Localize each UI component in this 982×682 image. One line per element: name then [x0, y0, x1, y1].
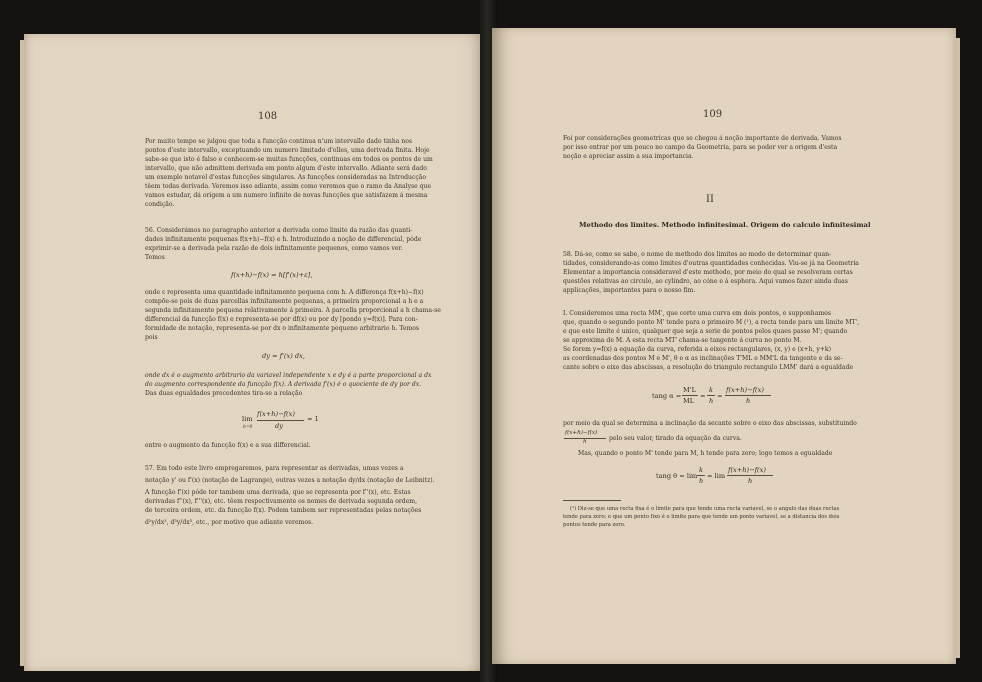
- text-line: 57. Em todo este livro empregaremos, para representar as derivadas, umas vezes a: [145, 465, 404, 472]
- fraction-numerator: k: [709, 386, 713, 394]
- text-line: vamos estudar, dá origem a um numero infinito de novas funcções que satisfazem á mesma: [145, 192, 428, 199]
- text-line: um exemplo notavel d'estas funcções singulares. As funcções consideradas na Introducção: [145, 174, 427, 181]
- text-line: por meio da qual se determina a inclinação da secante sobre o eixo das abscissas, substituindo: [563, 420, 857, 427]
- fraction-bar: [727, 475, 773, 476]
- text-line: as coordenadas dos pontos M e M', θ e α as inclinações T'ML e MM'L da tangente e da se-: [563, 355, 843, 362]
- text-line: tidades, considerando-as como limites d'outras quantidades conhecidas. Viu-se já na Geometria: [563, 260, 859, 267]
- fraction-numerator: k: [699, 466, 703, 474]
- text-line: Mas, quando o ponto M' tende para M, h tende para zero; logo temos a egualdade: [578, 450, 833, 457]
- equals-sign: =: [700, 392, 706, 400]
- inline-fraction-denominator: h: [583, 439, 587, 445]
- text-line: 58. Dá-se, como se sabe, o nome de methodo dos limites ao modo de determinar quan-: [563, 251, 832, 258]
- text-line: d²y/dx², d³y/dx³, etc., por motivo que adiante veremos.: [145, 519, 314, 526]
- footnote-line: (¹) Diz-se que uma recta fixa é o limite para que tende uma recta variavel, se o angulo das duas rectas: [570, 506, 840, 512]
- footnote-line: pontos tende para zero.: [563, 522, 626, 528]
- fraction-denominator: h: [748, 477, 753, 485]
- text-line: que, quando o segundo ponto M' tende para o primeiro M (¹), a recta tende para um limite MT',: [563, 319, 860, 326]
- fraction-bar: [707, 395, 715, 396]
- text-line: Foi por considerações geometricas que se chegou á noção importante de derivada. Vamos: [563, 135, 842, 142]
- text-line: A funcção f'(x) póde ter tambem uma derivada, que se representa por f''(x), etc. Estas: [145, 489, 411, 496]
- text-line: segunda infinitamente pequena relativamente á primeira. A parcella proporcional a h chama-se: [145, 307, 441, 314]
- equation-lhs: tang α =: [652, 392, 682, 400]
- page-number-109: 109: [703, 109, 723, 120]
- text-line: formidade de notação, representa-se por dx o infinitamente pequeno arbitrario h. Temos: [145, 325, 420, 332]
- text-line: pelo seu valor, tirado da equação da curva.: [609, 435, 742, 442]
- fraction-numerator: f(x+h)−f(x): [257, 410, 295, 418]
- limit-operator: lim: [242, 415, 253, 423]
- text-line: pontos d'este intervallo, exceptuando um numero limitado d'elles, uma derivada finita. Hoje: [145, 147, 430, 154]
- equation-dy: dy = f'(x) dx,: [262, 352, 305, 360]
- text-line: e que este limite é unico, qualquer que seja a serie de pontos pelos quaes passe M'; quando: [563, 328, 848, 335]
- fraction-numerator: M'L: [683, 386, 696, 394]
- fraction-bar: [725, 395, 771, 396]
- equation-rhs: = 1: [307, 415, 319, 423]
- text-line: Se forem y=f(x) a equação da curva, referida a eixos rectangulares, (x, y) e (x+h, y+k): [563, 346, 831, 353]
- text-line: Das duas egualdades precedentes tira-se a relação: [145, 390, 303, 397]
- equals-sign: =: [717, 392, 723, 400]
- inline-fraction-numerator: f(x+h)−f(x): [565, 430, 598, 436]
- text-line: notação y' ou f'(x) (notação de Lagrange), outras vezes a notação dy/dx (notação de Leibnitz).: [145, 477, 435, 484]
- text-line: applicações, importantes para o nosso fim.: [563, 287, 696, 294]
- text-line: intervallo, que não admittem derivada em ponto algum d'este intervallo. Adiante será dado: [145, 165, 427, 172]
- fraction-numerator: f(x+h)−f(x): [728, 466, 766, 474]
- text-line: 56. Considerámos no paragrapho anterior a derivada como limite da razão das quanti-: [145, 227, 413, 234]
- text-line: do augmento correspondente da funcção f(x). A derivada f'(x) é o quociente de dy por dx.: [145, 381, 422, 388]
- fraction-denominator: ML: [683, 397, 695, 405]
- footnote-separator: [563, 500, 621, 501]
- text-line: dades infinitamente pequenas f(x+h)−f(x) e h. Introduzindo a noção de differencial, póde: [145, 236, 422, 243]
- fraction-denominator: h: [699, 477, 704, 485]
- text-line: se approxima de M. A esta recta MT' chama-se tangente á curva no ponto M.: [563, 337, 802, 344]
- footnote-line: tende para zero; e que um ponto fixo é o limite para que tende um ponto variavel, se a distancia dos dois: [563, 514, 840, 520]
- text-line: onde dx é o augmento arbitrario da variavel independente x e dy é a parte proporcional a dx: [145, 372, 432, 379]
- text-line: de terceira ordem, etc. da funcção f(x). Podem tambem ser representadas pelas notações: [145, 507, 422, 514]
- section-number: II: [706, 194, 714, 205]
- text-line: por isso entrar por um pouco no campo da Geometria, para se poder ver a origem d'esta: [563, 144, 838, 151]
- text-line: noção e apreciar assim a sua importancia.: [563, 153, 694, 160]
- text-line: Por muito tempo se julgou que toda a funcção continua n'um intervallo dado tinha nos: [145, 138, 413, 145]
- fraction-bar: [257, 420, 304, 421]
- fraction-numerator: f(x+h)−f(x): [726, 386, 764, 394]
- text-line: condição.: [145, 201, 175, 208]
- fraction-denominator: dy: [275, 422, 283, 430]
- limit-subscript: h=0: [243, 425, 253, 430]
- section-heading: Methodo dos limites. Methodo infinitesimal. Origem do calculo infinitesimal: [579, 221, 871, 229]
- text-line: derivadas f''(x), f'''(x), etc. têem respectivamente os nomes de derivada segunda ordem,: [145, 498, 418, 505]
- text-line: questões relativas ao circulo, ao cylindro, ao cóne e á esphera. Aqui vamos fazer ainda duas: [563, 278, 848, 285]
- text-line: cante sobre o eixo das abscissas, a resolução do triangulo rectangulo LMM' dará a egualdade: [563, 364, 854, 371]
- text-line: differencial da funcção f(x) e representa-se por df(x) ou por dy [pondo y=f(x)]. Para con-: [145, 316, 418, 323]
- text-line: Temos: [145, 254, 165, 261]
- limit-operator: = lim: [707, 472, 726, 480]
- left-page: [24, 34, 486, 671]
- text-line: I. Consideremos uma recta MM', que corte uma curva em dois pontos, e supponhamos: [563, 310, 831, 317]
- equation-lhs: tang θ = lim: [656, 472, 698, 480]
- text-line: entre o augmento da funcção f(x) e a sua differencial.: [145, 442, 311, 449]
- text-line: Elementar a importancia consideravel d'este methodo, por meio do qual se resolveram certas: [563, 269, 853, 276]
- text-line: onde ε representa uma quantidade infinitamente pequena com h. A differença f(x+h)−f(x): [145, 289, 424, 296]
- right-page: [492, 28, 956, 664]
- fraction-bar: [682, 395, 698, 396]
- fraction-bar: [697, 475, 705, 476]
- page-number-108: 108: [258, 111, 278, 122]
- fraction-denominator: h: [746, 397, 751, 405]
- text-line: compõe-se pois de duas parcellas infinitamente pequenas, a primeira proporcional a h e a: [145, 298, 424, 305]
- text-line: sabe-se que isto é falso e conhecem-se muitas funcções, continuas em todos os pontos de um: [145, 156, 433, 163]
- text-line: exprimir-se a derivada pela razão de dois infinitamente pequenos, como vamos ver.: [145, 245, 403, 252]
- text-line: têem todas derivada. Veremos isso adiante, assim como veremos que o ramo da Analyse que: [145, 183, 432, 190]
- text-line: pois: [145, 334, 158, 341]
- fraction-denominator: h: [709, 397, 714, 405]
- equation-differential: f(x+h)−f(x) = h[f'(x)+ε],: [231, 271, 313, 279]
